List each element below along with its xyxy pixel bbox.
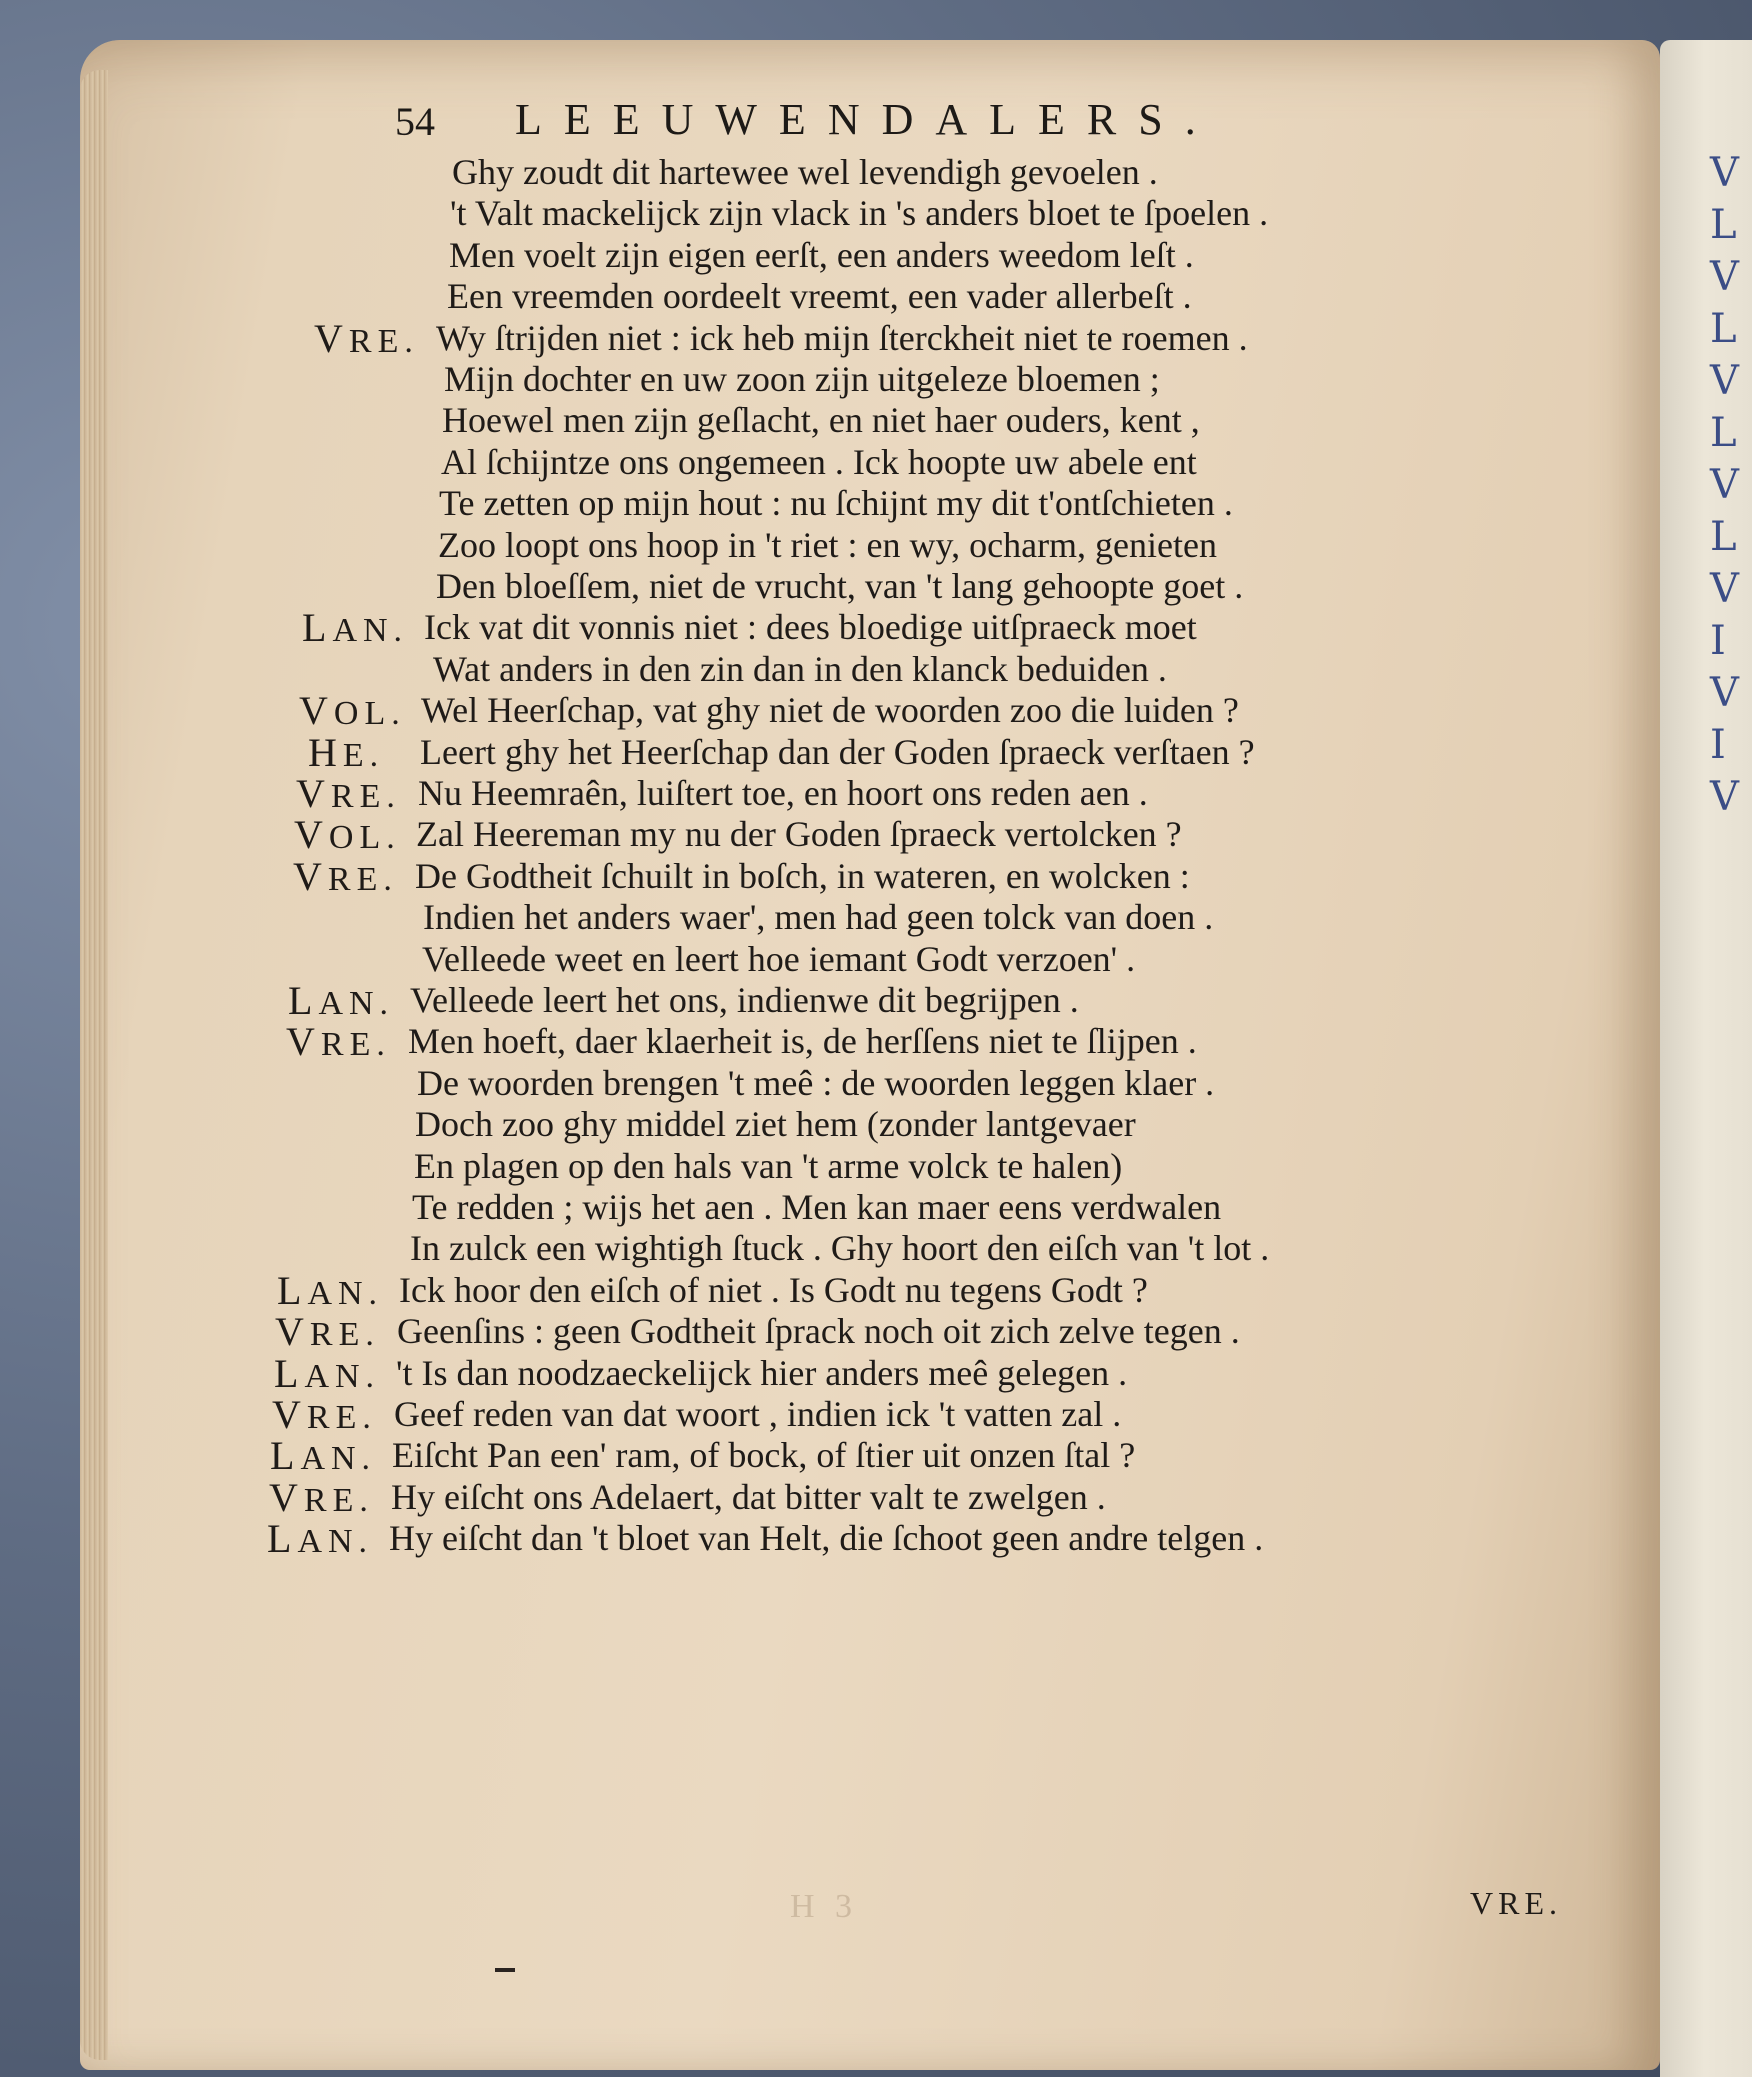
verse-line	[354, 566, 1594, 607]
facing-page-letter: V	[1710, 774, 1739, 820]
facing-page-letter: I	[1710, 618, 1726, 664]
verse-line	[365, 276, 1605, 317]
verse-line	[367, 235, 1607, 276]
verse-text-line: Leert ghy het Heerſchap dan der Goden ſpraeck verſtaen ?	[420, 732, 1255, 772]
verse-line	[286, 1019, 1576, 1064]
speaker-label: VOL.	[294, 812, 401, 857]
verse-line	[272, 1392, 1562, 1437]
speaker-label: LAN.	[274, 1351, 381, 1396]
speaker-label: VRE.	[272, 1392, 377, 1437]
verse-text-line: Geef reden van dat woort , indien ick 't vatten zal .	[394, 1394, 1122, 1434]
verse-text-line: Geenſins : geen Godtheit ſprack noch oit zich zelve tegen .	[397, 1311, 1240, 1351]
speaker-label: VOL.	[299, 688, 406, 733]
facing-page-letter: V	[1710, 566, 1739, 612]
verse-line	[332, 1146, 1572, 1187]
catchword: VRE.	[1470, 1885, 1562, 1921]
verse-text-line: Wel Heerſchap, vat ghy niet de woorden zoo die luiden ?	[421, 690, 1239, 730]
speaker-label: VRE.	[314, 316, 419, 361]
speaker-label: VRE.	[275, 1309, 380, 1354]
signature-mark: H 3	[790, 1888, 859, 1925]
verse-text-line: Ghy zoudt dit hartewee wel levendigh gevoelen .	[452, 152, 1158, 192]
page-edges	[80, 70, 108, 2060]
verse-line	[357, 483, 1597, 524]
verse-line	[360, 400, 1600, 441]
facing-page-letter: L	[1710, 202, 1737, 248]
verse-line	[267, 1516, 1557, 1561]
verse-text-line: Te zetten op mijn hout : nu ſchijnt my dit t'ontſchieten .	[439, 483, 1233, 523]
facing-page-letter: V	[1710, 150, 1739, 196]
verse-text-line: Men voelt zijn eigen eerſt, een anders weedom leſt .	[449, 235, 1194, 275]
facing-page-letter: V	[1710, 358, 1739, 404]
verse-text-line: Eiſcht Pan een' ram, of bock, of ſtier uit onzen ſtal ?	[392, 1435, 1136, 1475]
verse-text-line: Ick hoor den eiſch of niet . Is Godt nu tegens Godt ?	[399, 1270, 1148, 1310]
verse-text-line: Zal Heereman my nu der Goden ſpraeck vertolcken ?	[416, 814, 1182, 854]
facing-page-letter: I	[1710, 722, 1726, 768]
facing-page-letter: L	[1710, 514, 1737, 560]
verse-text-line: Ick vat dit vonnis niet : dees bloedige uitſpraeck moet	[424, 607, 1197, 647]
verse-line	[330, 1187, 1570, 1228]
verse-text-line: Velleede leert het ons, indienwe dit begrijpen .	[410, 980, 1079, 1020]
speaker-label: VRE.	[286, 1019, 391, 1064]
verse-text-line: Hy eiſcht ons Adelaert, dat bitter valt te zwelgen .	[391, 1477, 1106, 1517]
verse-line	[293, 854, 1583, 899]
facing-page-letter: V	[1710, 462, 1739, 508]
verse-line	[269, 1475, 1559, 1520]
verse-text-line: Zoo loopt ons hoop in 't riet : en wy, ocharm, genieten	[438, 525, 1217, 565]
verse-text-line: 't Valt mackelijck zijn vlack in 's anders bloet te ſpoelen .	[450, 193, 1269, 233]
verse-line	[275, 1309, 1565, 1354]
verse-text-line: En plagen op den hals van 't arme volck te halen)	[414, 1146, 1123, 1186]
verse-line	[341, 897, 1581, 938]
verse-line	[302, 605, 1592, 650]
verse-text-line: In zulck een wightigh ſtuck . Ghy hoort den eiſch van 't lot .	[410, 1228, 1270, 1268]
verse-line	[299, 688, 1589, 733]
verse-text-line: Hoewel men zijn geſlacht, en niet haer ouders, kent ,	[442, 400, 1200, 440]
verse-text-line: Men hoeft, daer klaerheit is, de herſſens niet te ſlijpen .	[408, 1021, 1197, 1061]
verse-line	[356, 525, 1596, 566]
facing-page-letter: L	[1710, 306, 1737, 352]
verse-text-line: Mijn dochter en uw zoon zijn uitgeleze bloemen ;	[444, 359, 1160, 399]
verse-text-line: Indien het anders waer', men had geen tolck van doen .	[423, 897, 1214, 937]
speaker-label: LAN.	[277, 1268, 384, 1313]
verse-line	[370, 152, 1610, 193]
speaker-label: VRE.	[296, 771, 401, 816]
verse-line	[277, 1268, 1567, 1313]
verse-text-line: Te redden ; wijs het aen . Men kan maer eens verdwalen	[412, 1187, 1222, 1227]
verse-text-line: Velleede weet en leert hoe iemant Godt verzoen' .	[422, 939, 1136, 979]
verse-line	[294, 812, 1584, 857]
facing-page	[1660, 40, 1752, 2077]
speaker-label: HE.	[308, 730, 385, 775]
facing-page-letter: V	[1710, 670, 1739, 716]
verse-text-line: Een vreemden oordeelt vreemt, een vader allerbeſt .	[447, 276, 1192, 316]
printer-mark	[495, 1968, 515, 1972]
speaker-label: VRE.	[269, 1475, 374, 1520]
verse-line	[270, 1433, 1560, 1478]
verse-text-line: Wat anders in den zin dan in den klanck beduiden .	[433, 649, 1167, 689]
verse-line	[288, 978, 1578, 1023]
speaker-label: LAN.	[302, 605, 409, 650]
facing-page-letter: V	[1710, 254, 1739, 300]
verse-text-line: Hy eiſcht dan 't bloet van Helt, die ſchoot geen andre telgen .	[389, 1518, 1264, 1558]
facing-page-letter: L	[1710, 410, 1737, 456]
verse-line	[274, 1351, 1564, 1396]
verse-line	[314, 316, 1604, 361]
verse-text-line: Nu Heemraên, luiſtert toe, en hoort ons reden aen .	[418, 773, 1148, 813]
speaker-label: LAN.	[267, 1516, 374, 1561]
page-header	[395, 90, 1435, 150]
speaker-label: LAN.	[288, 978, 395, 1023]
verse-line	[340, 939, 1580, 980]
verse-text-line: 't Is dan noodzaeckelijck hier anders meê gelegen .	[396, 1353, 1128, 1393]
verse-line	[351, 649, 1591, 690]
verse-text-line: Al ſchijntze ons ongemeen . Ick hoopte uw abele ent	[441, 442, 1197, 482]
verse-line	[368, 193, 1608, 234]
page-number: 54	[395, 99, 435, 144]
verse-text-line: Doch zoo ghy middel ziet hem (zonder lantgevaer	[415, 1104, 1136, 1144]
speaker-label: VRE.	[293, 854, 398, 899]
verse-text-line: Den bloeſſem, niet de vrucht, van 't lang gehoopte goet .	[436, 566, 1244, 606]
verse-line	[362, 359, 1602, 400]
running-title: LEEUWENDALERS.	[515, 95, 1218, 144]
speaker-label: LAN.	[270, 1433, 377, 1478]
verse-line	[308, 730, 1588, 775]
verse-line	[328, 1228, 1568, 1269]
verse-text-line: Wy ſtrijden niet : ick heb mijn ſterckheit niet te roemen .	[436, 318, 1248, 358]
verse-line	[296, 771, 1586, 816]
verse-text-line: De Godtheit ſchuilt in boſch, in wateren, en wolcken :	[415, 856, 1190, 896]
verse-line	[335, 1063, 1575, 1104]
verse-line	[333, 1104, 1573, 1145]
verse-line	[359, 442, 1599, 483]
verse-text-line: De woorden brengen 't meê : de woorden leggen klaer .	[417, 1063, 1215, 1103]
